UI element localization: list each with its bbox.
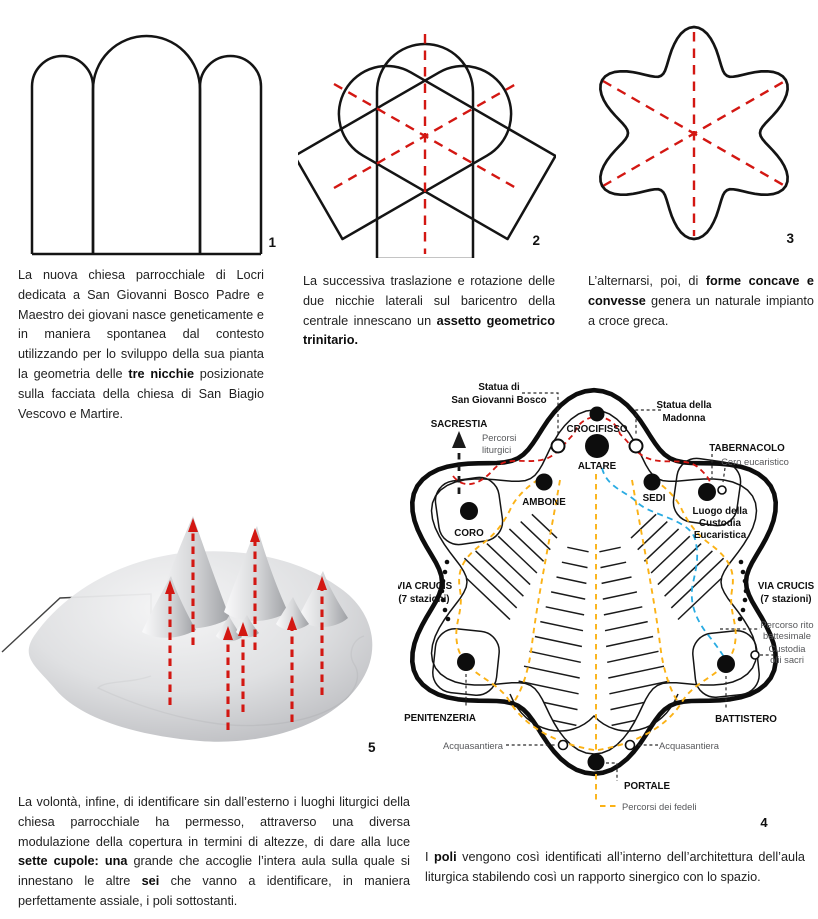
- fig1-number: 1: [268, 235, 276, 250]
- crocifisso-dot: [590, 407, 605, 422]
- custodia-olii-label: Custodia: [768, 643, 806, 654]
- olii-sacri-circle: [751, 651, 759, 659]
- statua-madonna-label: Madonna: [662, 413, 706, 424]
- three-niches-drawing: [22, 10, 280, 258]
- caption-fig3: [588, 272, 814, 331]
- statua-madonna-label: Statua della: [656, 400, 712, 411]
- ambone-label: AMBONE: [522, 497, 566, 508]
- penitenzeria-label: PENITENZERIA: [404, 713, 476, 724]
- caption-bold: poli: [434, 850, 457, 864]
- sedi-label: SEDI: [642, 493, 666, 504]
- acquasantiera-left-label: Acquasantiera: [443, 740, 503, 751]
- fig4-liturgical-plan: [398, 378, 818, 843]
- percorsi-fedeli-label: Percorsi dei fedeli: [622, 801, 697, 812]
- fig4-number: 4: [760, 815, 768, 830]
- caption-text: genera un naturale impianto a croce greca.: [588, 293, 814, 328]
- fig2-number: 2: [532, 233, 540, 248]
- custodia-olii-label: olii sacri: [770, 654, 804, 665]
- battistero-label: BATTISTERO: [715, 714, 777, 725]
- caption-bold: assetto geometrico trinitario.: [303, 313, 555, 348]
- caption-text: L’alternarsi, poi, di: [588, 274, 706, 288]
- percorso-rito-label: Percorso rito: [760, 619, 814, 630]
- percorsi-liturgici-label: Percorsi: [482, 432, 517, 443]
- star-outline-drawing: [578, 16, 810, 254]
- niche-shapes: [298, 44, 556, 258]
- fig5-domes-3d-render: [0, 440, 400, 770]
- acquasantiera-right-label: Acquasantiera: [659, 740, 719, 751]
- fig5-number: 5: [368, 740, 376, 755]
- portale-dot: [588, 754, 605, 771]
- via-crucis-left-label: (7 stazioni): [398, 594, 450, 605]
- coro-dot: [460, 502, 478, 520]
- cero-eucaristico-label: Cero eucaristico: [721, 456, 789, 467]
- caption-text: La successiva traslazione e rotazione delle due nicchie laterali sul baricentro della centrale innescano un: [303, 274, 555, 328]
- custodia-dot: [698, 483, 716, 501]
- caption-text: che vanno a identificare, in maniera perfettamente assiale, i poli sottostanti.: [18, 874, 411, 909]
- caption-text: La nuova chiesa parrocchiale di Locri dedicata a San Giovanni Bosco Padre e Maestro dei giovani nasce geneticamente e in maniera spontanea dal contesto utilizzando per lo sviluppo della sua pianta la geometria delle: [18, 268, 264, 382]
- fig3-number: 3: [786, 231, 794, 246]
- fig3-star-plan-diagram: [578, 16, 810, 254]
- caption-text: grande che accoglie l’intera aula sulla quale si innestano le altre: [18, 854, 411, 889]
- red-axes: [603, 32, 785, 236]
- tabernacolo-label: TABERNACOLO: [709, 443, 785, 454]
- via-crucis-left-label: VIA CRUCIS: [398, 581, 453, 592]
- altare-dot: [585, 434, 609, 458]
- portale-label: PORTALE: [624, 781, 671, 792]
- acquasantiera-left-circle: [559, 741, 568, 750]
- caption-fig4: [425, 848, 805, 888]
- statua-sgb-label: Statua di: [478, 382, 520, 393]
- caption-text: I: [425, 850, 435, 864]
- custodia-eucaristica-label: Luogo della: [692, 506, 748, 517]
- sacrestia-label: SACRESTIA: [430, 419, 488, 430]
- left-niche-outline: [32, 56, 93, 254]
- penitenzeria-dot: [457, 653, 475, 671]
- via-crucis-right-label: (7 stazioni): [760, 594, 812, 605]
- rotated-niches-drawing: [298, 14, 556, 258]
- crocifisso-label: CROCIFISSO: [566, 424, 628, 435]
- caption-text: vengono così identificati all’interno dell’architettura dell’aula liturgica stabilendo così un rapporto sinergico con lo spazio.: [425, 850, 805, 884]
- statua-sgb-label: San Giovanni Bosco: [451, 395, 547, 406]
- percorsi-liturgici-label: liturgici: [482, 444, 512, 455]
- statua-madonna-circle: [630, 440, 643, 453]
- percorso-rito-label: battesimale: [763, 630, 811, 641]
- custodia-eucaristica-label: Eucaristica: [693, 530, 747, 541]
- coro-label: CORO: [454, 528, 484, 539]
- caption-fig5: [18, 793, 410, 912]
- via-crucis-right-label: VIA CRUCIS: [757, 581, 815, 592]
- acquasantiera-right-circle: [626, 741, 635, 750]
- sedi-dot: [644, 474, 661, 491]
- caption-fig2: [303, 272, 555, 351]
- caption-bold: sette cupole: una: [18, 854, 128, 869]
- domes-render-drawing: [0, 440, 400, 770]
- caption-text: La volontà, infine, di identificare sin dall’esterno i luoghi liturgici della chiesa parrocchiale ha permesso, attraverso una diversa modulazione della copertura in termini di altezze, di dare alla luce: [18, 795, 410, 849]
- caption-bold: tre nicchie: [128, 367, 195, 382]
- red-axes: [334, 34, 516, 254]
- caption-fig1: [18, 266, 264, 425]
- fig2-rotated-niches-diagram: [298, 14, 556, 258]
- battistero-dot: [717, 655, 735, 673]
- cero-circle: [718, 486, 726, 494]
- caption-bold: sei: [141, 874, 160, 889]
- caption-bold: forme concave e convesse: [588, 274, 814, 308]
- fig1-three-niches-diagram: [22, 10, 280, 258]
- caption-text: posizionate sulla facciata della chiesa di San Biagio Vescovo e Martire.: [18, 367, 264, 421]
- central-niche-outline: [93, 36, 200, 254]
- right-niche-outline: [200, 56, 261, 254]
- statua-sgb-circle: [552, 440, 565, 453]
- liturgical-plan-drawing: [398, 378, 818, 843]
- custodia-eucaristica-label: Custodia: [699, 518, 741, 529]
- altare-label: ALTARE: [577, 461, 617, 472]
- ambone-dot: [536, 474, 553, 491]
